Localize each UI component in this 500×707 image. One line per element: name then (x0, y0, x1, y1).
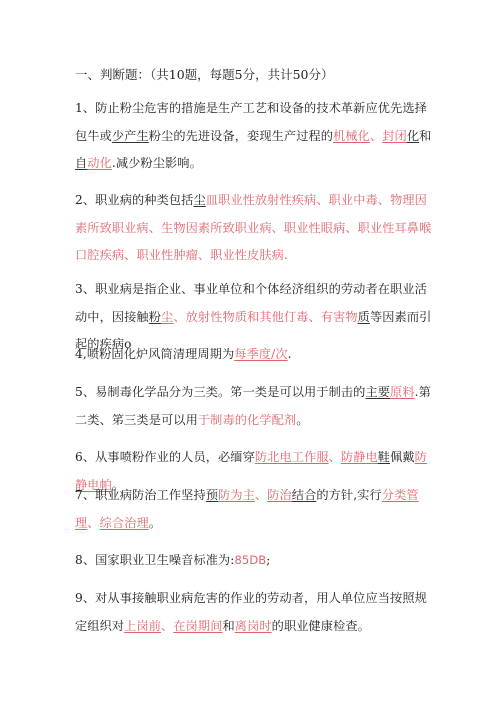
q7-answer: 分类管理 (75, 488, 419, 530)
q4-answer: 每季度/次 (234, 347, 288, 361)
q9-separator: 、 (161, 618, 174, 633)
q5-underline: 主要 (365, 385, 391, 399)
q3-text: 等因素而引起的疾病o (75, 309, 432, 351)
q6-separator: 、 (328, 450, 341, 464)
q8-text: ; (266, 553, 271, 567)
q2-separator: 、 (271, 220, 284, 235)
q5-text: .第二类、笫三类是可以用 (75, 385, 431, 427)
q2-separator: 、 (148, 220, 162, 235)
q9-answer: 在岗期间 (173, 618, 223, 633)
question-1 (75, 95, 437, 178)
q9-answer: 离岗时 (234, 618, 272, 633)
q9-text: 的职业健康检查。 (271, 618, 370, 633)
q2-separator: 、 (316, 193, 329, 207)
q1-text: 粉尘的先进设备，娈现生产过程的 (148, 128, 334, 143)
section-heading: 一、判断题：（共10题，每题5分，共计50分） (75, 67, 334, 82)
q2-answer: 职业中毒 (328, 193, 378, 207)
q2-separator: 、 (124, 248, 137, 262)
q1-underline: 自 (75, 156, 88, 170)
q7-separator: 、 (254, 488, 268, 502)
q6-answer: 防北电工作服 (254, 450, 329, 464)
q5-text: 。 (296, 412, 309, 427)
q3-answer: 有害物 (320, 309, 358, 324)
q3-underline: 质 (357, 309, 370, 324)
q6-text: 佩戴 (390, 450, 415, 464)
q5-text: 5、易制毒化学品分为三类。笫一类是可以用于制击的 (75, 385, 366, 399)
q3-separator: 、 (173, 309, 186, 324)
q6-underline: 鞋 (377, 450, 391, 464)
q2-separator: 、 (197, 248, 211, 262)
q1-text: .减少粉尘影响。 (111, 156, 202, 170)
q2-separator: 、 (377, 193, 391, 207)
q2-text: 2、职业病的种类包括 (75, 193, 194, 207)
q2-answer: 皿职业性放射性疾病 (205, 193, 317, 207)
q3-separator: 、 (308, 309, 321, 324)
q1-text: 和 (419, 128, 432, 143)
question-2 (75, 187, 437, 270)
q2-answer: 物理因素所致职业病 (75, 193, 427, 235)
question-8 (75, 547, 437, 575)
q7-answer: 防为主 (218, 488, 255, 502)
q1-underline: 少产生 (111, 128, 149, 143)
q3-answer: 放射性物质和其他仃毒 (185, 309, 309, 324)
q6-answer: 防静电 (340, 450, 378, 464)
q4-text: 4,喷粉固化炉风筒清理周期为 (75, 347, 235, 361)
q1-underline: 化 (406, 128, 420, 143)
q1-separator: 、 (369, 128, 383, 143)
q3-text: 3、职业病是指企业、事业单位和个体经济组织的劳动者在职业活动中，因接触 (75, 282, 427, 324)
q1-answer: 动化 (87, 156, 112, 170)
q7-answer: 防治 (267, 488, 292, 502)
question-5 (75, 379, 437, 434)
q2-answer: 生物因素所致职业病 (161, 220, 272, 235)
q3-underline: 粉 (148, 309, 162, 324)
q8-text: 8、国家职业卫生噪音标准为: (75, 553, 235, 567)
q7-text: 7、职业病防治工作坚持 (75, 488, 206, 502)
q7-separator: 、 (87, 515, 100, 530)
q7-underline: 预 (205, 488, 219, 502)
q5-answer: 于制毒的化学配剂 (197, 412, 297, 427)
q5-answer: 原料 (390, 385, 415, 399)
q1-text: 1、防止粉尘危害的措施是生产工艺和设备的技术革新应优先选择包牛或 (75, 101, 427, 143)
q4-text: . (287, 347, 292, 361)
q6-answer: 防静电帕 (75, 450, 427, 492)
q6-text: 6、从事喷粉作业的人员，必缅穿 (75, 450, 255, 464)
question-7 (75, 482, 437, 537)
q1-answer: 机械化 (333, 128, 370, 143)
question-4 (75, 341, 437, 369)
q9-text: 9、对从事接触职业病危害的作业的劳动者，用人单位应当按照规定组织对 (75, 591, 427, 633)
q2-answer: 职业性耳鼻喉口腔疾病 (75, 220, 432, 262)
q2-answer: 职业性肿瘤 (136, 248, 198, 262)
q7-text: 的方针,实行 (316, 488, 382, 502)
q1-answer: 封闭 (382, 128, 407, 143)
q8-answer: 85DB (234, 553, 267, 567)
question-9 (75, 585, 437, 640)
q6-text: 。 (111, 477, 125, 492)
q7-answer: 综合治理 (99, 515, 149, 530)
q2-underline: 尘 (193, 193, 206, 207)
q2-separator: 、 (345, 220, 358, 235)
q2-answer: 职业性眼病 (283, 220, 346, 235)
q3-answer: 尘 (161, 309, 174, 324)
q7-text: 。 (148, 515, 162, 530)
q9-text: 和 (222, 618, 235, 633)
q9-answer: 上岗前 (124, 618, 162, 633)
q7-underline: 结合 (291, 488, 317, 502)
q2-answer: 职业性皮肤病. (210, 248, 288, 262)
